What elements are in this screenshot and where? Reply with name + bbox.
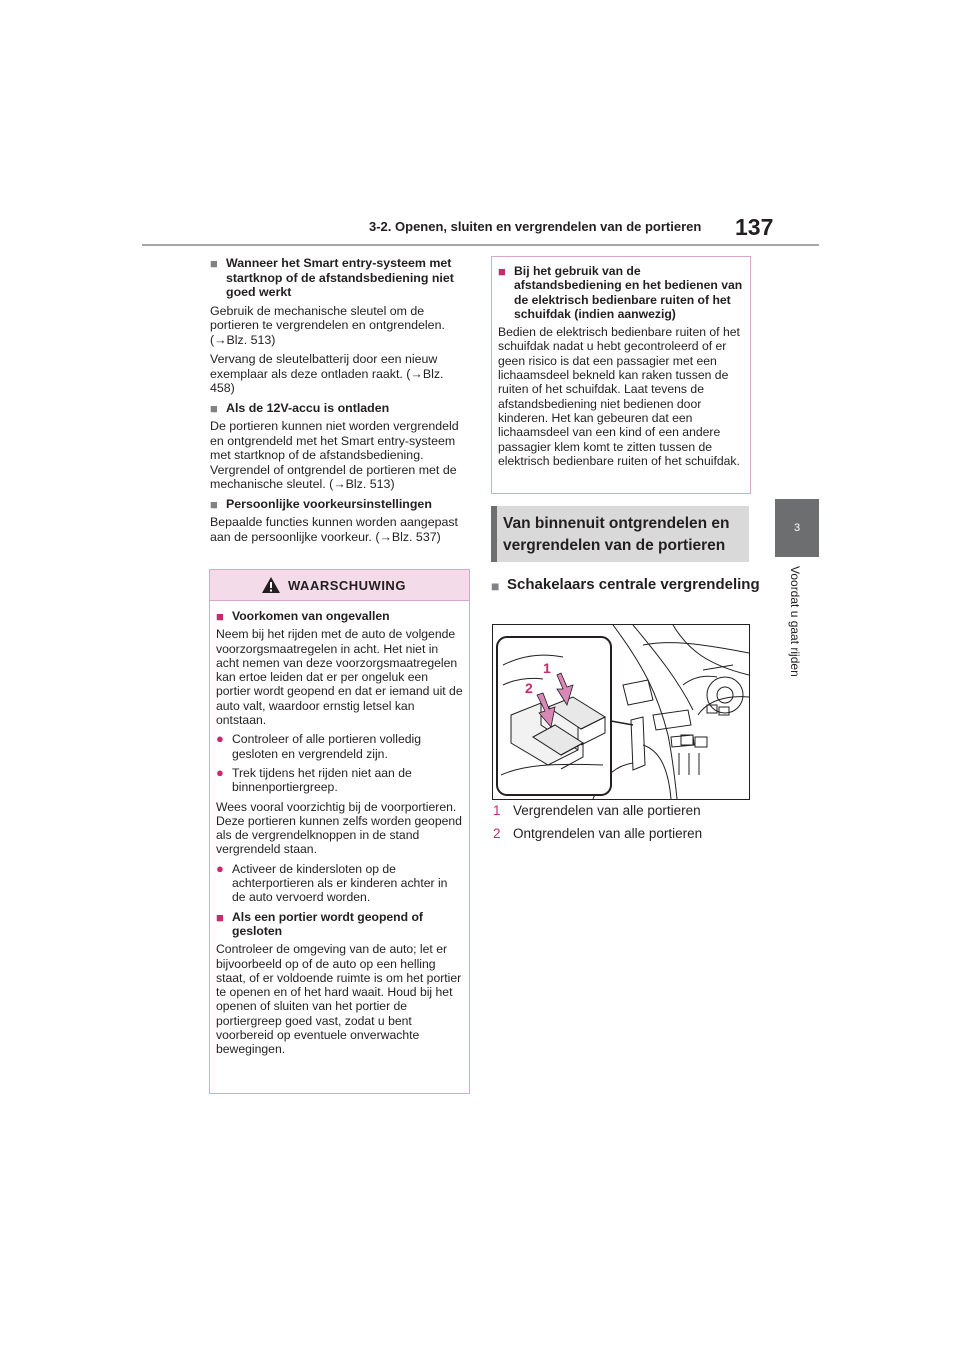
legend-item (493, 803, 753, 818)
list-item: ● Activeer de kindersloten op de achterportieren als er kinderen achter in de auto vervoerd worden. (216, 860, 448, 905)
paragraph: Vervang de sleutelbatterij door een nieuw exemplaar als deze ontladen raakt. (→Blz. 458) (210, 352, 444, 395)
subsection-heading: ■ Als de 12V-accu is ontladen (210, 400, 390, 416)
legend-text: Vergrendelen van alle portieren (513, 803, 701, 818)
square-bullet-icon: ■ (210, 400, 218, 416)
legend-number: 2 (493, 826, 501, 841)
page-number: 137 (735, 214, 774, 240)
subsection-heading: ■ Schakelaars centrale vergrendeling (491, 574, 767, 596)
warning-header (210, 570, 469, 601)
section-heading (491, 506, 749, 562)
illustration-drawing (493, 625, 749, 799)
left-column (210, 256, 468, 549)
subsection-heading: ■ Wanneer het Smart entry-systeem met startknop of de afstandsbediening niet goed werkt (210, 256, 454, 299)
warning-body (210, 601, 469, 1057)
warning-triangle-icon (261, 576, 281, 594)
chapter-tab (775, 499, 819, 557)
round-bullet-icon: ● (216, 764, 224, 780)
paragraph: Neem bij het rijden met de auto de volgende voorzorgsmaatregelen in acht. Het niet in acht nemen van deze voorzorgsmaatregelen kan ertoe leiden dat er per ongeluk een portier wordt geopend en dat er iemand uit de auto valt, waardoor ernstig letsel kan ontstaan. (216, 627, 463, 728)
callout-label-1: 1 (543, 660, 551, 676)
square-bullet-icon: ■ (216, 609, 224, 624)
paragraph: Bepaalde functies kunnen worden aangepast aan de persoonlijke voorkeur. (→Blz. 537) (210, 515, 459, 544)
section-header-title: 3-2. Openen, sluiten en vergrendelen van de portieren (369, 219, 702, 234)
paragraph: Wees vooral voorzichtig bij de voorportieren. Deze portieren kunnen zelfs worden geopend als de vergrendelknoppen in de stand vergrendeld staan. (216, 799, 462, 857)
list-item: ● Controleer of alle portieren volledig gesloten en vergrendeld zijn. (216, 731, 422, 761)
section-heading-bar (491, 506, 497, 562)
door-lock-switch-illustration (492, 624, 750, 800)
info-heading: ■ Bij het gebruik van de afstandsbediening en het bedienen van de elektrisch bedienbare ruiten of het schuifdak (indien aanwezig) (498, 264, 743, 321)
legend-item (493, 826, 753, 841)
paragraph: De portieren kunnen niet worden vergrendeld en ontgrendeld met het Smart entry-systeem met startknop of de afstandsbediening. Vergrendel of ontgrendel de portieren met de mechanische sleutel. (→Blz. 513) (210, 419, 459, 491)
square-bullet-icon: ■ (498, 264, 506, 279)
section-heading-text: Van binnenuit ontgrendelen en vergrendelen van de portieren (503, 515, 730, 554)
info-box (491, 256, 751, 494)
warning-subheading: ■ Voorkomen van ongevallen (216, 609, 390, 624)
round-bullet-icon: ● (216, 731, 224, 747)
warning-subheading: ■ Als een portier wordt geopend of gesloten (216, 909, 423, 938)
square-bullet-icon: ■ (491, 578, 500, 594)
header-divider (142, 244, 819, 246)
chapter-label: Voordat u gaat rijden (788, 566, 802, 677)
warning-title: WAARSCHUWING (288, 578, 406, 593)
paragraph: Gebruik de mechanische sleutel om de portieren te vergrendelen en ontgrendelen. (→Blz. 513) (210, 303, 445, 347)
legend-text: Ontgrendelen van alle portieren (513, 826, 703, 841)
callout-label-2: 2 (525, 680, 533, 696)
square-bullet-icon: ■ (210, 496, 218, 512)
warning-box (209, 569, 470, 1094)
subsection-heading: ■ Persoonlijke voorkeursinstellingen (210, 496, 432, 512)
paragraph: Bedien de elektrisch bedienbare ruiten of het schuifdak nadat u hebt gecontroleerd of er geen risico is dat een passagier met een lichaamsdeel bekneld kan raken tussen de ruiten of het schuifdak. Laat tevens de afstandsbediening niet bedienen door kinderen. Het kan gebeuren dat een lichaamsdeel van een kind of een andere passagier klem komt te zitten tussen de elektrisch bedienbare ruiten of het schuifdak. (498, 325, 740, 468)
chapter-number: 3 (793, 522, 801, 534)
square-bullet-icon: ■ (210, 256, 218, 271)
list-item: ● Trek tijdens het rijden niet aan de binnenportiergreep. (216, 764, 412, 795)
paragraph: Controleer de omgeving van de auto; let er bijvoorbeeld op of de auto op een helling staat, of er voldoende ruimte is om het portier te openen en of het hard waait. Houd bij het openen of sluiten van het portier de portiergreep goed vast, zodat u bent voorbereid op eventuele onverwachte bewegingen. (216, 942, 462, 1057)
square-bullet-icon: ■ (216, 909, 224, 925)
legend-number: 1 (493, 803, 501, 818)
round-bullet-icon: ● (216, 860, 224, 876)
